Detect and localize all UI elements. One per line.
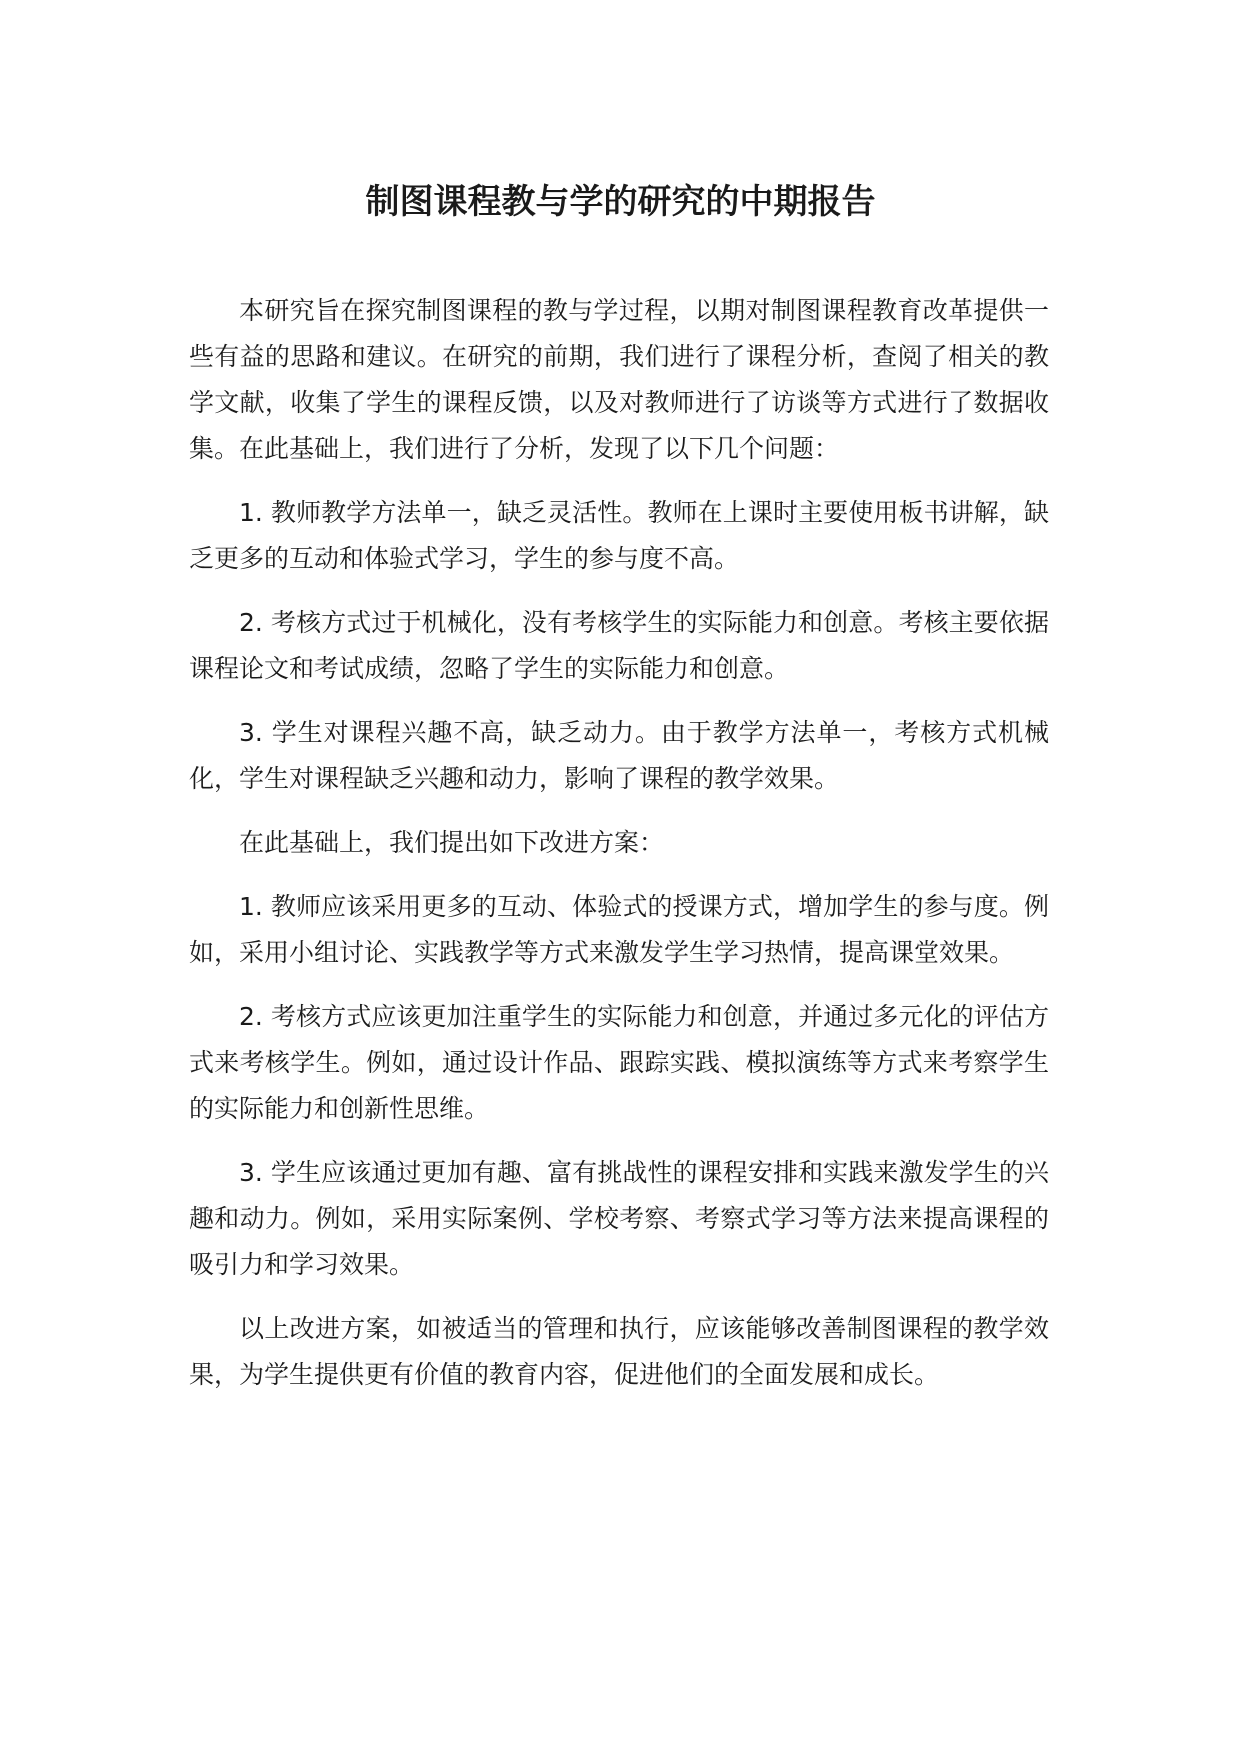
paragraph-problem-2: 2. 考核方式过于机械化，没有考核学生的实际能力和创意。考核主要依据课程论文和考试成绩，忽略了学生的实际能力和创意。 [189,608,1049,683]
paragraph-proposal-1: 1. 教师应该采用更多的互动、体验式的授课方式，增加学生的参与度。例如，采用小组讨论、实践教学等方式来激发学生学习热情，提高课堂效果。 [189,892,1049,967]
paragraph-problem-1: 1. 教师教学方法单一，缺乏灵活性。教师在上课时主要使用板书讲解，缺乏更多的互动和体验式学习，学生的参与度不高。 [189,498,1049,573]
paragraph-proposal-3: 3. 学生应该通过更加有趣、富有挑战性的课程安排和实践来激发学生的兴趣和动力。例如，采用实际案例、学校考察、考察式学习等方法来提高课程的吸引力和学习效果。 [189,1158,1049,1279]
document-title: 制图课程教与学的研究的中期报告 [365,182,876,222]
document-body [189,288,1049,1416]
paragraph-proposal-intro: 在此基础上，我们提出如下改进方案： [239,828,665,857]
paragraph-conclusion: 以上改进方案，如被适当的管理和执行，应该能够改善制图课程的教学效果，为学生提供更有价值的教育内容，促进他们的全面发展和成长。 [189,1314,1049,1389]
paragraph-intro: 本研究旨在探究制图课程的教与学过程，以期对制图课程教育改革提供一些有益的思路和建议。在研究的前期，我们进行了课程分析，查阅了相关的教学文献，收集了学生的课程反馈，以及对教师进行了访谈等方式进行了数据收集。在此基础上，我们进行了分析，发现了以下几个问题： [189,296,1049,463]
paragraph-proposal-2: 2. 考核方式应该更加注重学生的实际能力和创意，并通过多元化的评估方式来考核学生。例如，通过设计作品、跟踪实践、模拟演练等方式来考察学生的实际能力和创新性思维。 [189,1002,1049,1123]
paragraph-problem-3: 3. 学生对课程兴趣不高，缺乏动力。由于教学方法单一，考核方式机械化，学生对课程缺乏兴趣和动力，影响了课程的教学效果。 [189,718,1049,793]
